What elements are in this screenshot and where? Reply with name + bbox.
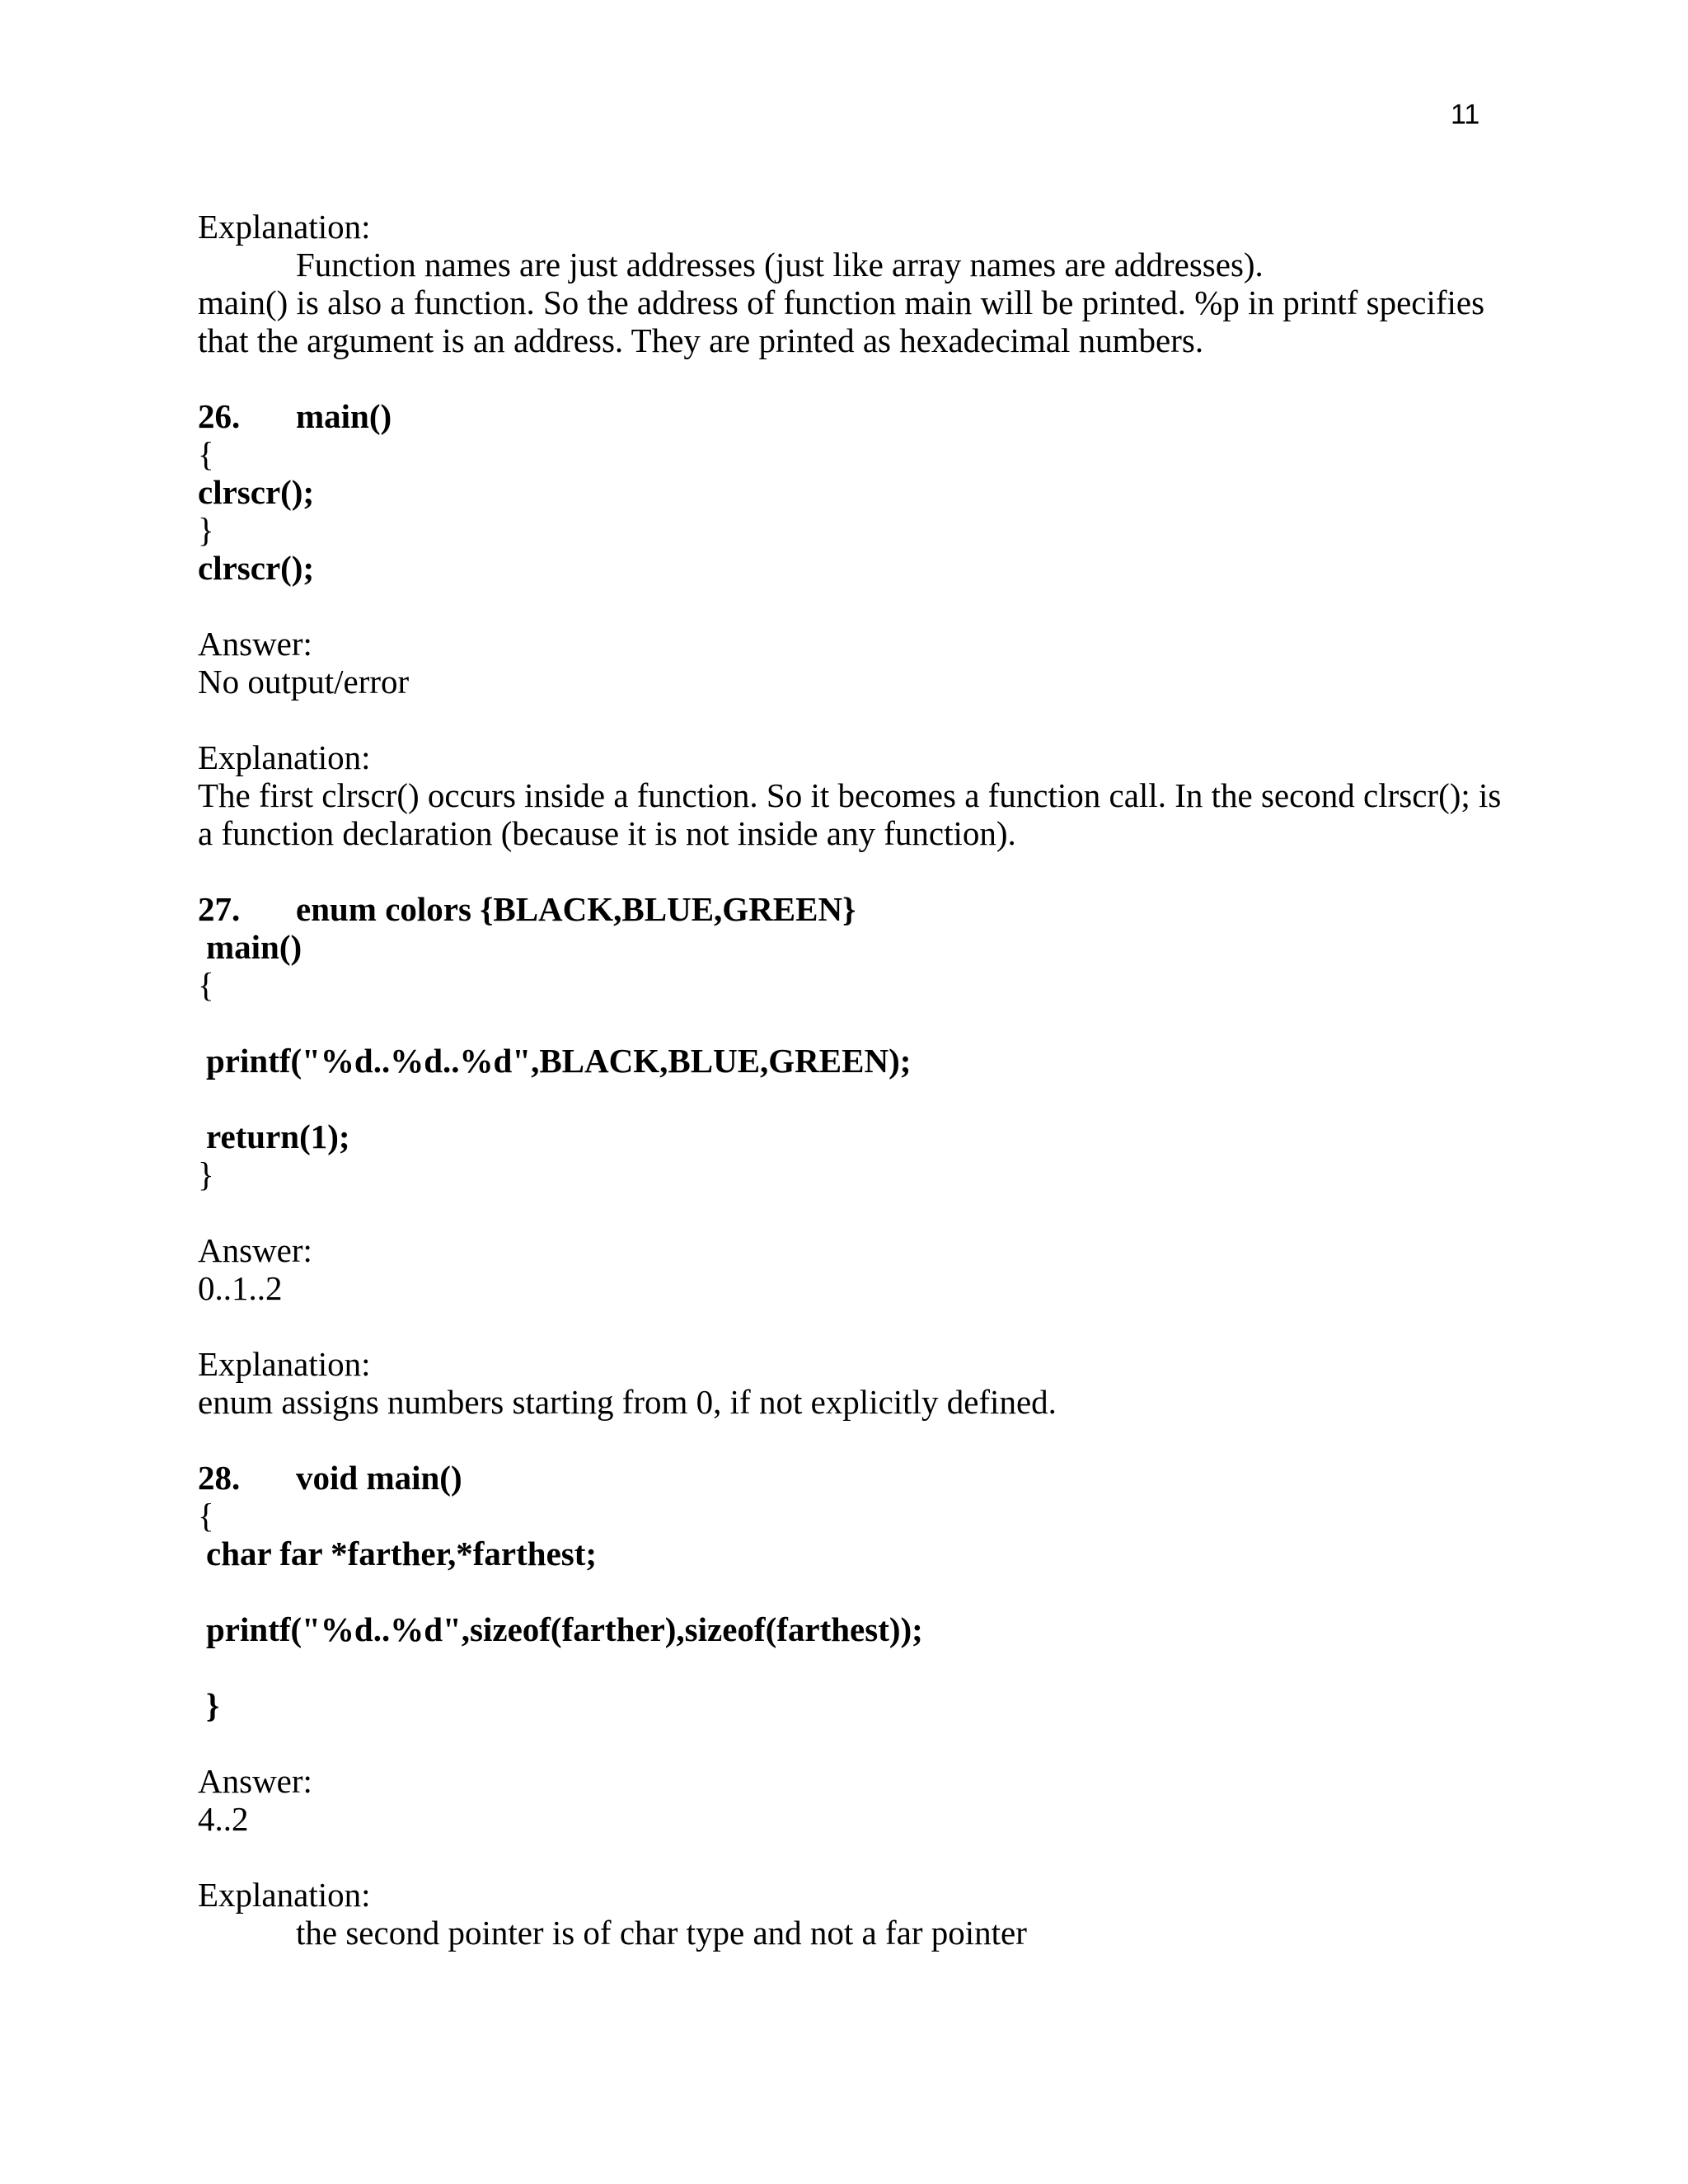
explanation-text: a function declaration (because it is not inside any function). [198, 814, 1016, 852]
question-number: 27. [198, 890, 241, 928]
explanation-text: Function names are just addresses (just like array names are addresses). [296, 246, 1264, 284]
code-line: { [198, 966, 214, 1004]
code-line: } [206, 1686, 220, 1724]
explanation-text: The first clrscr() occurs inside a function. So it becomes a function call. In the second clrscr(); is [198, 776, 1502, 814]
code-line: main() [206, 928, 302, 966]
answer-text: 4..2 [198, 1800, 249, 1838]
question-heading [198, 397, 1492, 435]
explanation-label: Explanation: [198, 1345, 371, 1383]
answer-text: 0..1..2 [198, 1269, 283, 1307]
explanation-label: Explanation: [198, 208, 371, 246]
page-number: 11 [1451, 99, 1480, 130]
explanation-text: the second pointer is of char type and not a far pointer [296, 1914, 1027, 1952]
code-line: printf("%d..%d",sizeof(farther),sizeof(farthest)); [206, 1610, 923, 1648]
question-code-header: void main() [296, 1459, 462, 1497]
code-line: clrscr(); [198, 473, 315, 511]
question-heading [198, 890, 1492, 928]
document-body [198, 208, 1502, 1952]
code-line: { [198, 1497, 214, 1535]
question-heading [198, 1459, 1492, 1497]
code-line: { [198, 435, 214, 473]
explanation-text: that the argument is an address. They are printed as hexadecimal numbers. [198, 321, 1204, 359]
code-line: } [198, 511, 214, 549]
code-line: char far *farther,*farthest; [206, 1535, 598, 1572]
question-code-header: enum colors {BLACK,BLUE,GREEN} [296, 890, 856, 928]
answer-label: Answer: [198, 1762, 312, 1800]
code-line: return(1); [206, 1118, 350, 1155]
explanation-text: main() is also a function. So the address of function main will be printed. %p in printf specifies [198, 284, 1485, 321]
code-line: printf("%d..%d..%d",BLACK,BLUE,GREEN); [206, 1042, 912, 1080]
question-number: 28. [198, 1459, 241, 1497]
answer-text: No output/error [198, 663, 410, 701]
answer-label: Answer: [198, 1231, 312, 1269]
answer-label: Answer: [198, 625, 312, 663]
explanation-text: enum assigns numbers starting from 0, if not explicitly defined. [198, 1383, 1057, 1421]
question-code-header: main() [296, 397, 392, 435]
code-line: clrscr(); [198, 549, 315, 587]
code-line: } [198, 1155, 214, 1193]
explanation-label: Explanation: [198, 738, 371, 776]
explanation-label: Explanation: [198, 1876, 371, 1914]
question-number: 26. [198, 397, 241, 435]
